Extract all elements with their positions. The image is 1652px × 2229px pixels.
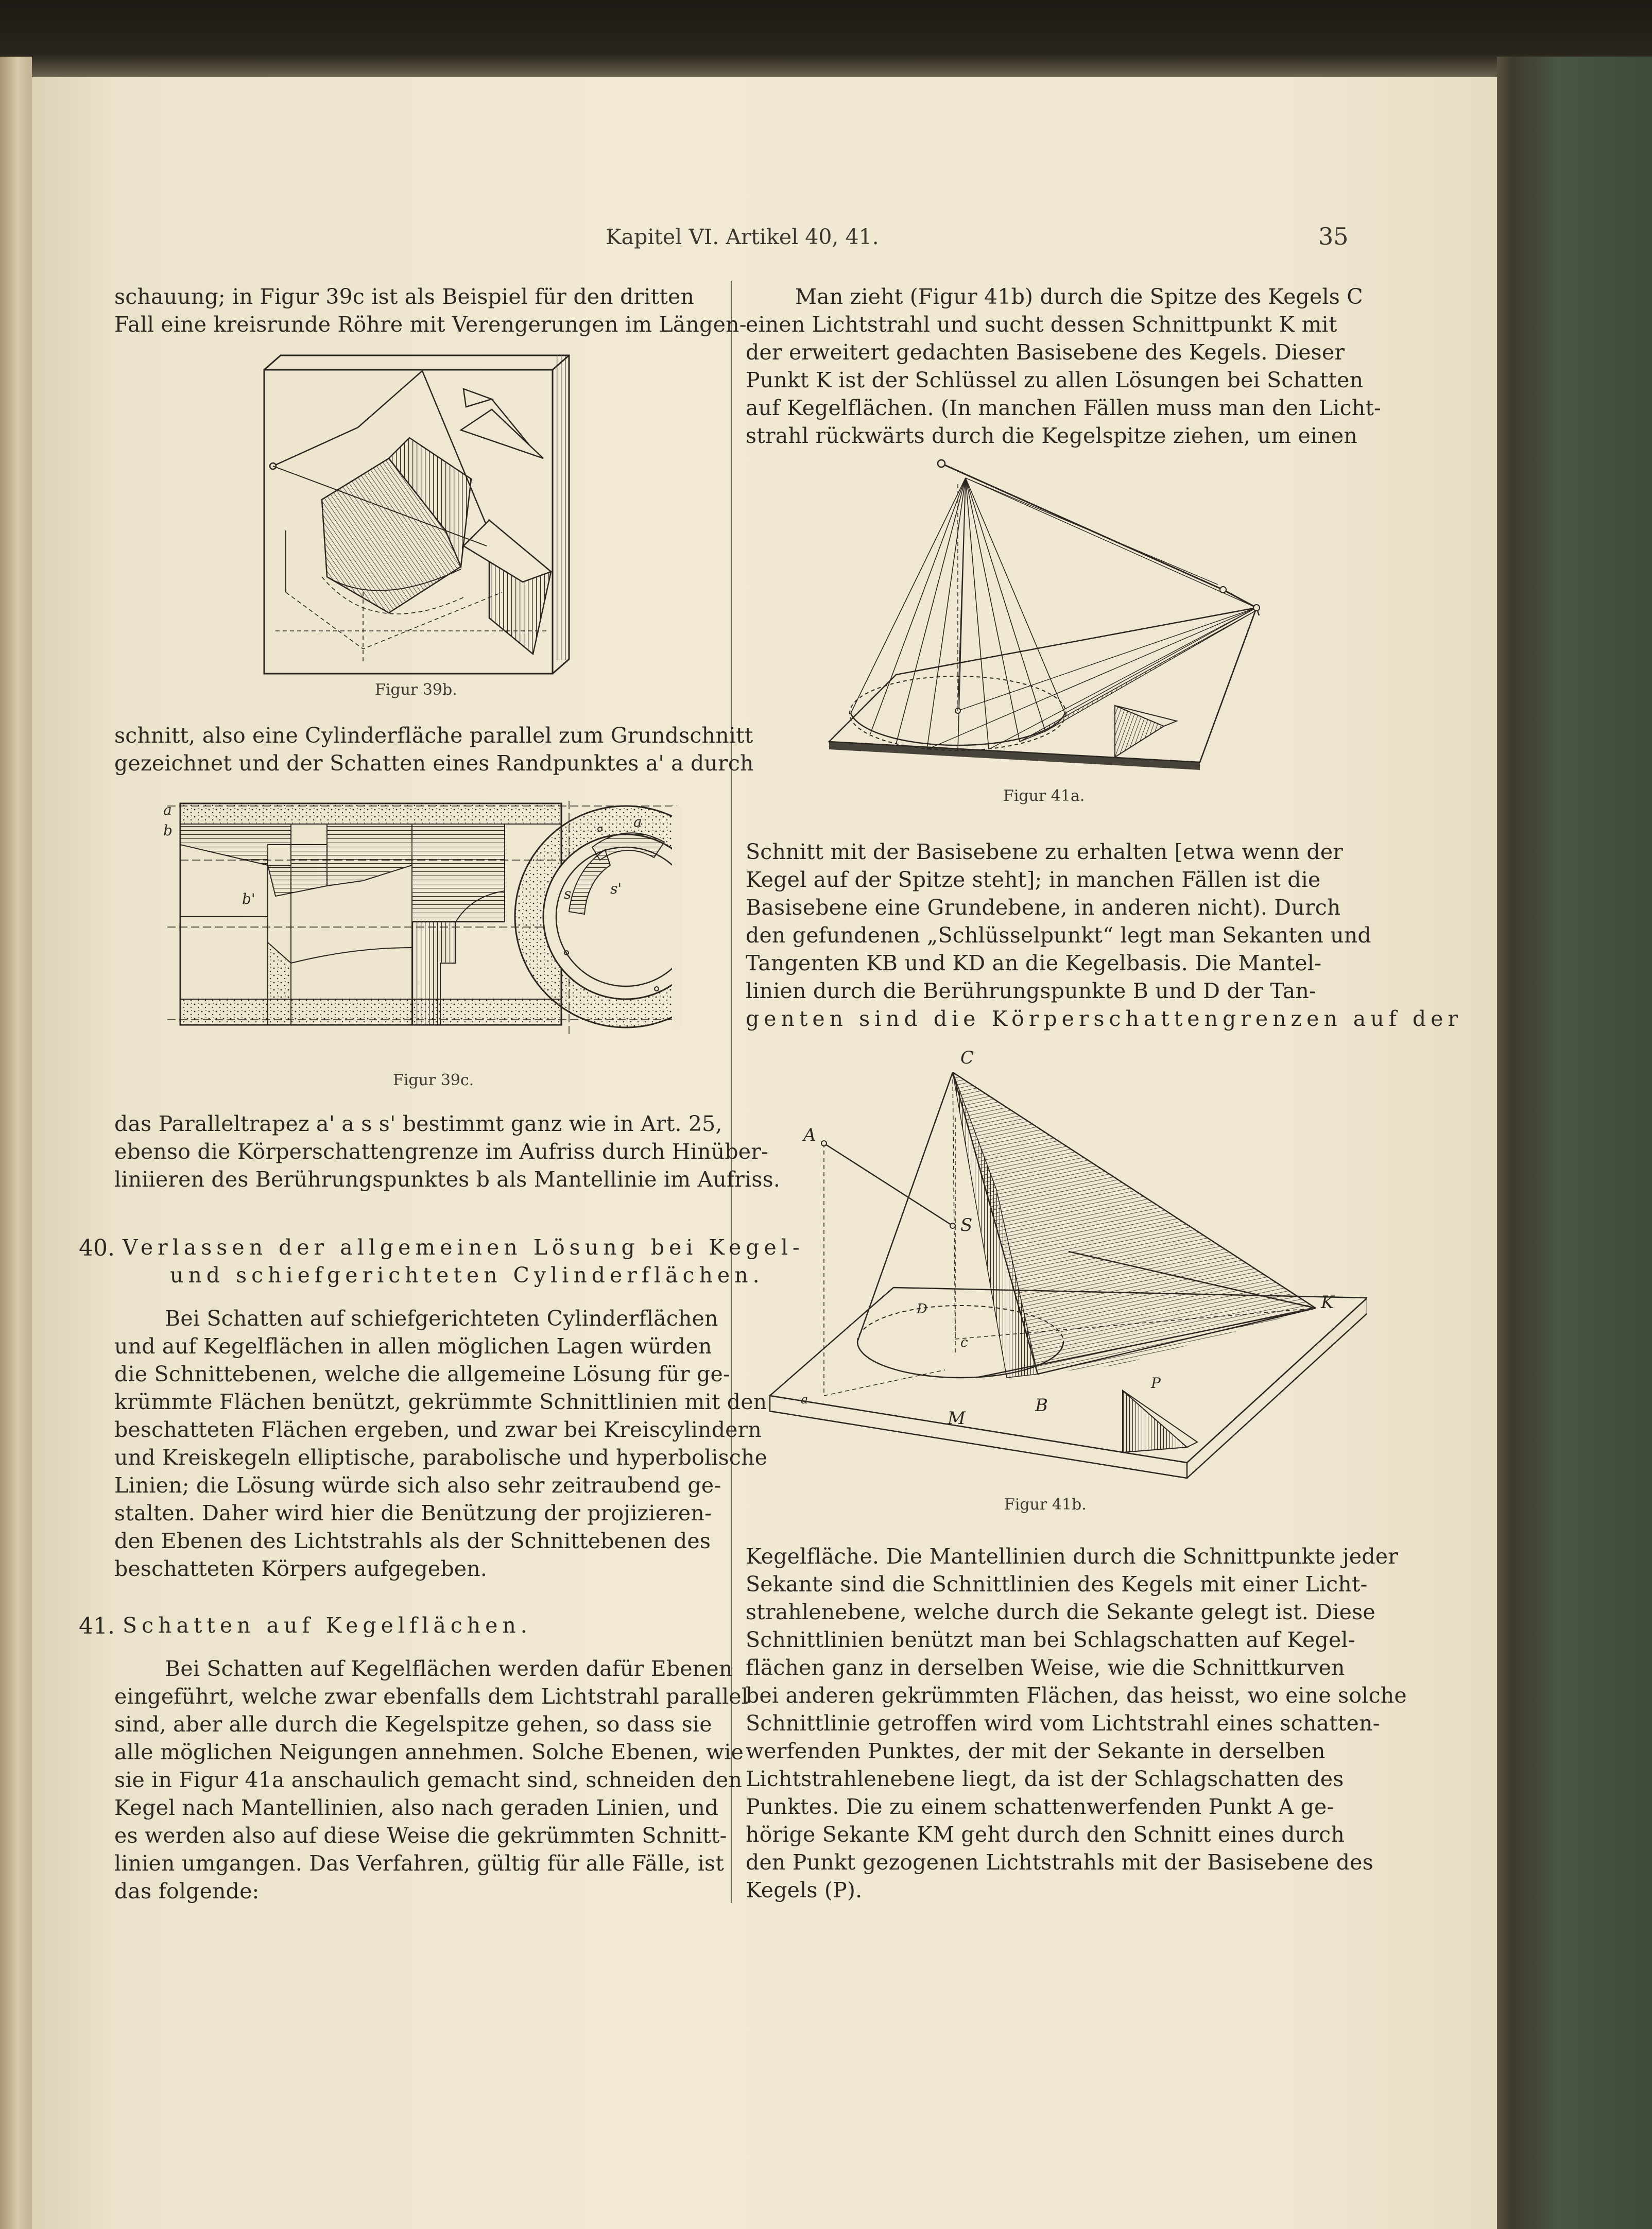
text-line: Kegels (P). — [746, 1878, 863, 1902]
text-line: ebenso die Körperschattengrenze im Aufriss durch Hinüber- — [114, 1139, 769, 1164]
book-cover-edge — [1497, 57, 1652, 2229]
text-line: Lichtstrahlenebene liegt, da ist der Schlagschatten des — [746, 1767, 1344, 1791]
text-line: die Schnittebenen, welche die allgemeine Lösung für ge- — [114, 1362, 731, 1386]
text-line: Kegel nach Mantellinien, also nach geraden Linien, und — [114, 1795, 719, 1820]
text-line: beschatteten Körpers aufgegeben. — [114, 1556, 488, 1581]
section-41-number: 41. — [79, 1613, 115, 1639]
text-line: strahlenebene, welche durch die Sekante gelegt ist. Diese — [746, 1600, 1375, 1624]
text-line: Fall eine kreisrunde Röhre mit Verengerungen im Längen- — [114, 312, 747, 337]
text-line: beschatteten Flächen ergeben, und zwar bei Kreiscylindern — [114, 1417, 762, 1442]
fig41b-label-A: A — [803, 1125, 816, 1145]
text-line: und auf Kegelflächen in allen möglichen Lagen würden — [114, 1334, 712, 1359]
text-line: strahl rückwärts durch die Kegelspitze ziehen, um einen — [746, 423, 1357, 448]
text-line: es werden also auf diese Weise die gekrümmten Schnitt- — [114, 1823, 727, 1848]
text-line: sind, aber alle durch die Kegelspitze gehen, so dass sie — [114, 1712, 712, 1737]
figure-41a-caption: Figur 41a. — [1003, 787, 1085, 805]
text-line: das Paralleltrapez a' a s s' bestimmt ganz wie in Art. 25, — [114, 1111, 722, 1136]
section-title-line: Verlassen der allgemeinen Lösung bei Kegel- — [123, 1235, 804, 1260]
fig41b-label-M: M — [948, 1408, 966, 1429]
figure-39c-caption: Figur 39c. — [393, 1071, 474, 1089]
fig41b-label-c: c — [960, 1335, 968, 1350]
text-line: krümmte Flächen benützt, gekrümmte Schnittlinien mit den — [114, 1390, 767, 1414]
text-line: liniieren des Berührungspunktes b als Mantellinie im Aufriss. — [114, 1167, 781, 1192]
text-line: den Punkt gezogenen Lichtstrahls mit der Basisebene des — [746, 1850, 1373, 1875]
text-line: flächen ganz in derselben Weise, wie die Schnittkurven — [746, 1655, 1345, 1680]
fig41b-label-C: C — [960, 1048, 974, 1068]
figure-41b-caption: Figur 41b. — [1004, 1496, 1087, 1514]
running-title: Kapitel VI. Artikel 40, 41. — [606, 225, 879, 249]
text-line: werfenden Punktes, der mit der Sekante in derselben — [746, 1739, 1326, 1763]
text-line: linien umgangen. Das Verfahren, gültig für alle Fälle, ist — [114, 1851, 724, 1876]
text-line: eingeführt, welche zwar ebenfalls dem Lichtstrahl parallel — [114, 1684, 749, 1709]
text-line: stalten. Daher wird hier die Benützung der projizieren- — [114, 1501, 712, 1525]
text-line: Kegelfläche. Die Mantellinien durch die Schnittpunkte jeder — [746, 1544, 1399, 1569]
text-line: Bei Schatten auf Kegelflächen werden dafür Ebenen — [165, 1656, 733, 1681]
text-line: Punkt K ist der Schlüssel zu allen Lösungen bei Schatten — [746, 368, 1364, 392]
fig41b-label-D: D — [917, 1301, 927, 1317]
text-line: Bei Schatten auf schiefgerichteten Cylinderflächen — [165, 1306, 718, 1331]
text-line: Schnittlinien benützt man bei Schlagschatten auf Kegel- — [746, 1627, 1355, 1652]
fig39c-label: a — [633, 813, 642, 830]
text-line: einen Lichtstrahl und sucht dessen Schnittpunkt K mit — [746, 312, 1337, 337]
text-line: hörige Sekante KM geht durch den Schnitt eines durch — [746, 1822, 1345, 1847]
fig39c-label: a — [163, 801, 172, 818]
text-line: Schnittlinie getroffen wird vom Lichtstrahl eines schatten- — [746, 1711, 1380, 1736]
section-40-number: 40. — [79, 1235, 115, 1261]
text-line: Kegel auf der Spitze steht]; in manchen Fällen ist die — [746, 867, 1321, 892]
text-line: auf Kegelflächen. (In manchen Fällen muss man den Licht- — [746, 396, 1382, 420]
text-line: schauung; in Figur 39c ist als Beispiel für den dritten — [114, 284, 695, 309]
text-line: sie in Figur 41a anschaulich gemacht sind, schneiden den — [114, 1768, 743, 1792]
figure-39b-caption: Figur 39b. — [375, 681, 457, 699]
fig41b-label-B: B — [1035, 1395, 1048, 1416]
text-line: Schnitt mit der Basisebene zu erhalten [etwa wenn der — [746, 839, 1344, 864]
section-title-line: und schiefgerichteten Cylinderflächen. — [170, 1263, 764, 1288]
text-line: das folgende: — [114, 1879, 260, 1904]
section-41-title: Schatten auf Kegelflächen. — [123, 1613, 532, 1638]
text-line: und Kreiskegeln elliptische, parabolische und hyperbolische — [114, 1445, 768, 1470]
book-top-edge — [0, 0, 1652, 77]
fig39c-label: b' — [242, 890, 255, 907]
fig41b-label-K: K — [1321, 1292, 1334, 1313]
text-line: Punktes. Die zu einem schattenwerfenden Punkt A ge- — [746, 1794, 1334, 1819]
figure-41a — [803, 453, 1277, 783]
text-line: gezeichnet und der Schatten eines Randpunktes a' a durch — [114, 751, 754, 776]
figure-41b — [749, 1040, 1367, 1494]
text-line: Sekante sind die Schnittlinien des Kegels mit einer Licht- — [746, 1572, 1368, 1597]
fig41b-label-S: S — [960, 1215, 973, 1236]
text-line: der erweitert gedachten Basisebene des Kegels. Dieser — [746, 340, 1345, 365]
text-line: alle möglichen Neigungen annehmen. Solche Ebenen, wie — [114, 1740, 744, 1764]
text-line: linien durch die Berührungspunkte B und D der Tan- — [746, 979, 1317, 1003]
text-line: Basisebene eine Grundebene, in anderen nicht). Durch — [746, 895, 1341, 920]
left-page-edge — [0, 57, 32, 2229]
figure-39c — [157, 793, 682, 1061]
text-line: den gefundenen „Schlüsselpunkt“ legt man Sekanten und — [746, 923, 1371, 948]
fig41b-label-P: P — [1151, 1375, 1161, 1392]
fig39c-label: b — [163, 822, 173, 839]
text-line: Linien; die Lösung würde sich also sehr zeitraubend ge- — [114, 1473, 721, 1498]
text-line: Tangenten KB und KD an die Kegelbasis. Die Mantel- — [746, 951, 1322, 975]
fig41b-label-a: a — [801, 1392, 808, 1407]
text-line: Man zieht (Figur 41b) durch die Spitze des Kegels C — [795, 284, 1363, 309]
text-line: schnitt, also eine Cylinderfläche parallel zum Grundschnitt — [114, 723, 753, 748]
text-line: genten sind die Körperschattengrenzen auf der — [746, 1006, 1462, 1031]
fig39c-label: s' — [610, 880, 622, 897]
figure-39b — [260, 350, 595, 680]
fig39c-label: s — [564, 885, 572, 902]
text-line: bei anderen gekrümmten Flächen, das heisst, wo eine solche — [746, 1683, 1407, 1708]
page-number: 35 — [1318, 222, 1349, 250]
text-line: den Ebenen des Lichtstrahls als der Schnittebenen des — [114, 1529, 711, 1553]
